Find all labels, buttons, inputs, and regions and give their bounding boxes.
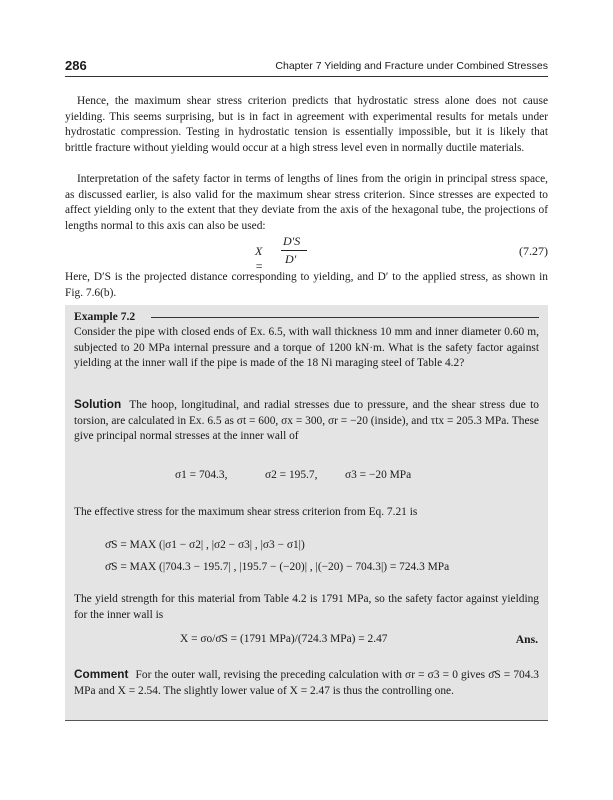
equation-denominator: D′ — [285, 252, 297, 266]
principal-stress-2: σ2 = 195.7, — [265, 469, 318, 481]
equation-7-27 — [65, 234, 548, 273]
solution-text: The hoop, longitudinal, and radial stresses due to pressure, and the shear stress due to torsion, are calculated in Ex. 6.5 as σt = 600, σx = 300, σr = −20 (inside), and τtx = 205.3 MPa. These give principal normal stresses at the inner wall of — [74, 399, 539, 442]
answer-label: Ans. — [515, 633, 538, 646]
solution-heading: Solution — [74, 397, 122, 411]
example-problem: Consider the pipe with closed ends of Ex. 6.5, with wall thickness 10 mm and inner diameter 0.60 m, subjected to 20 MPa internal pressure and a torque of 1200 kN·m. What is the safety factor against yielding at the inner wall if the pipe is made of the 18 Ni maraging steel of Table 4.2? — [74, 326, 539, 369]
example-title-rule — [151, 317, 539, 318]
comment-heading: Comment — [74, 667, 129, 681]
chapter-title: Chapter 7 Yielding and Fracture under Combined Stresses — [275, 60, 548, 72]
comment-text: For the outer wall, revising the preceding calculation with σr = σ3 = 0 gives σ̄S = 704.3 MPa and X = 2.54. The slightly lower value of X = 2.47 is thus the controlling one. — [74, 669, 539, 697]
equation-numerator: D′S — [283, 234, 301, 248]
example-title: Example 7.2 — [74, 310, 136, 323]
paragraph-hydrostatic: Hence, the maximum shear stress criterion predicts that hydrostatic stress alone does not cause yielding. This seems surprising, but is in fact in agreement with experimental results for metals under hydrostatic compression. Testing in hydrostatic tension is essentially impossible, but it is likely that brittle fracture without yielding would occur at a high stress level even in normally ductile materials. — [65, 95, 548, 154]
principal-stress-3: σ3 = −20 MPa — [345, 469, 412, 481]
effective-stress-equation: σ̄S = MAX (|σ1 − σ2| , |σ2 − σ3| , |σ3 − σ1|) — [105, 539, 305, 551]
example-7-2 — [65, 305, 548, 721]
principal-stress-1: σ1 = 704.3, — [175, 469, 228, 481]
example-comment — [74, 667, 539, 699]
equation-number: (7.27) — [519, 244, 548, 258]
safety-factor-result: X = σo/σ̄S = (1791 MPa)/(724.3 MPa) = 2.47 — [180, 633, 388, 645]
equation-lhs: X = — [255, 244, 264, 273]
page-number: 286 — [65, 58, 87, 73]
paragraph-projected-distance: Here, D′S is the projected distance corresponding to yielding, and D′ to the applied stress, as shown in Fig. 7.6(b). — [65, 271, 548, 299]
paragraph-safety-factor: Interpretation of the safety factor in terms of lengths of lines from the origin in principal stress space, as discussed earlier, is also valid for the maximum shear stress criterion. Since stresses are expected to affect yielding only to the extent that they deviate from the axis of the hexagonal tube, the projections of lengths normal to this axis can also be used: — [65, 173, 548, 232]
effective-stress-intro: The effective stress for the maximum shear stress criterion from Eq. 7.21 is — [74, 506, 418, 518]
example-solution — [74, 397, 539, 445]
running-header — [65, 58, 548, 77]
fraction-bar — [281, 250, 307, 251]
effective-stress-value: σ̄S = MAX (|704.3 − 195.7| , |195.7 − (−20)| , |(−20) − 704.3|) = 724.3 MPa — [105, 561, 450, 573]
yield-strength-text: The yield strength for this material from Table 4.2 is 1791 MPa, so the safety factor against yielding for the inner wall is — [74, 593, 539, 621]
